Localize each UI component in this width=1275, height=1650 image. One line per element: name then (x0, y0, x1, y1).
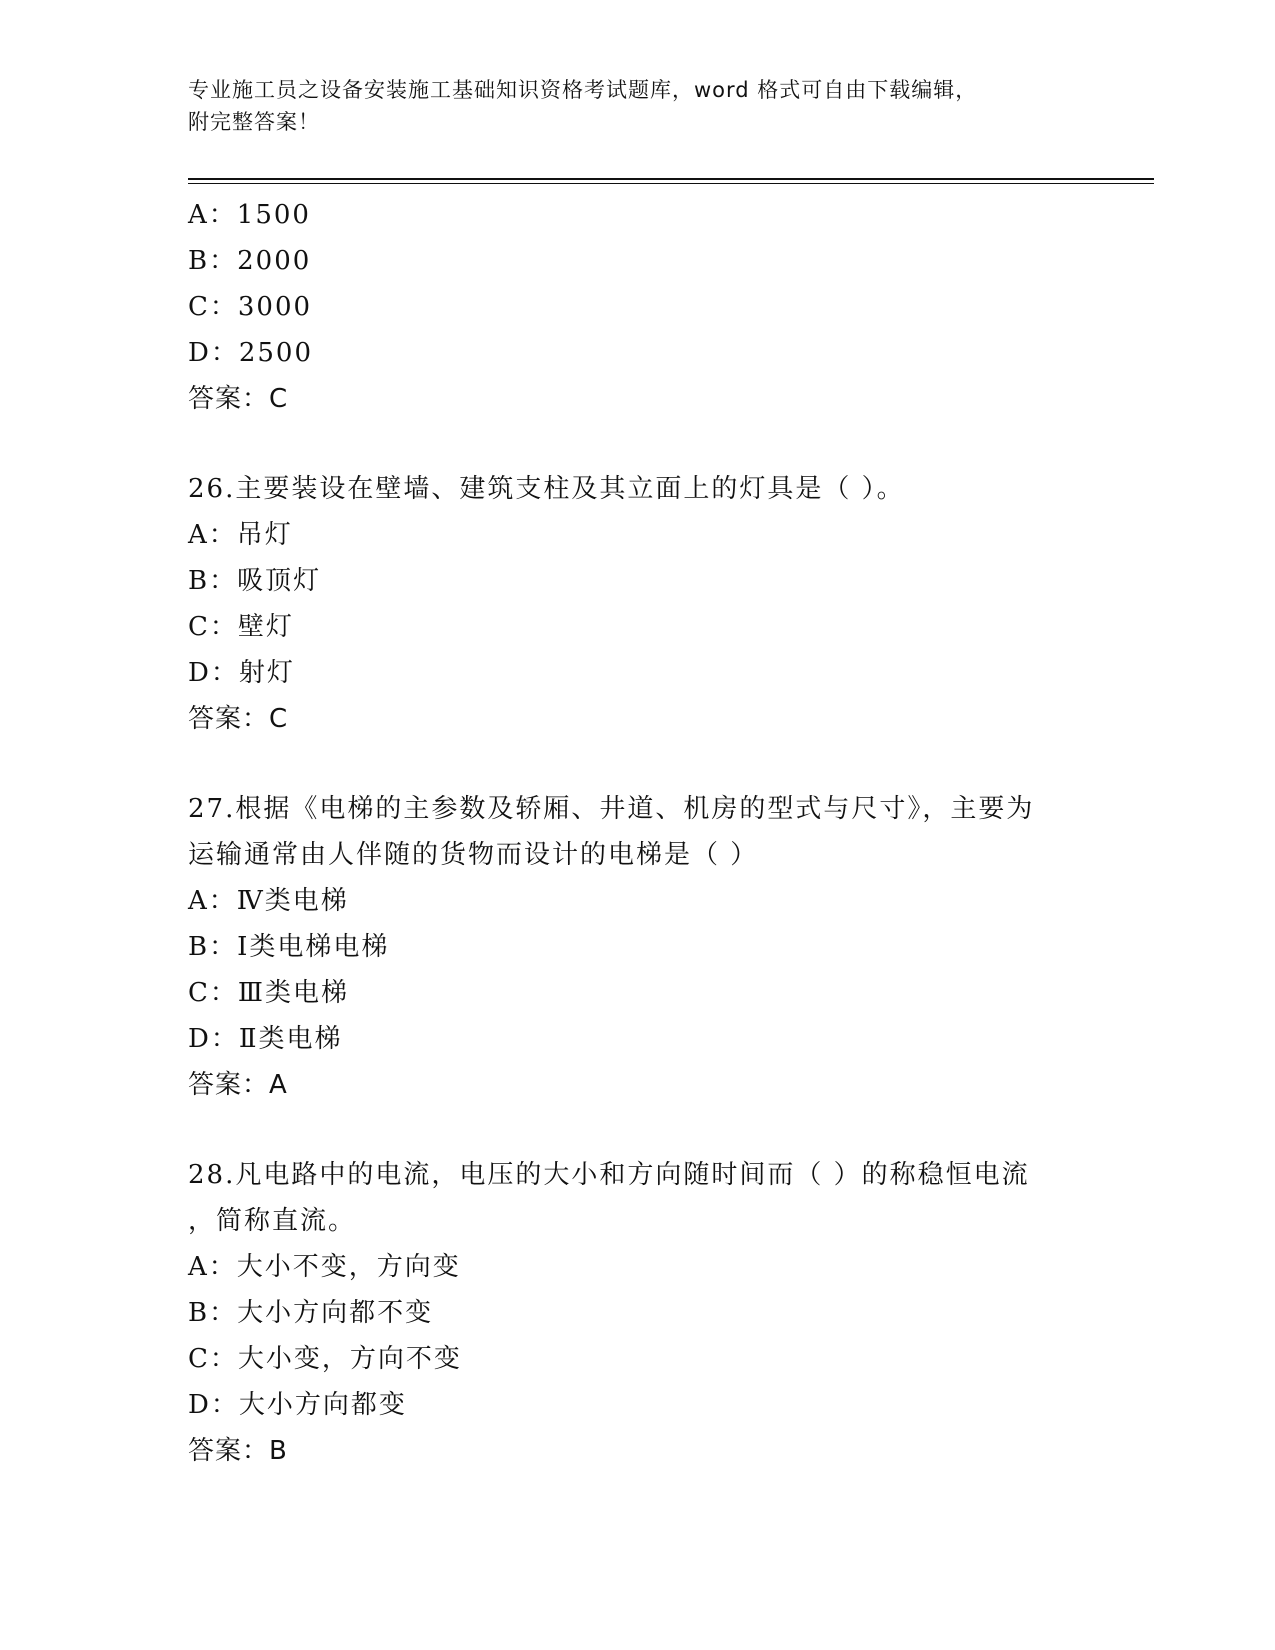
question-list (188, 192, 1088, 1474)
question-28 (188, 1152, 1088, 1474)
document-header (188, 74, 1088, 138)
option-c: C：大小变，方向不变 (188, 1344, 462, 1374)
header-divider-thick (188, 178, 1154, 180)
option-a: A：Ⅳ类电梯 (188, 886, 349, 916)
question-27 (188, 786, 1088, 1108)
option-d: D：射灯 (188, 658, 295, 688)
question-stem: 26.主要装设在壁墙、建筑支柱及其立面上的灯具是（ ）。 (188, 474, 905, 504)
option-d: D：大小方向都变 (188, 1390, 407, 1420)
option-a: A：1500 (188, 200, 311, 230)
option-c: C：壁灯 (188, 612, 294, 642)
question-spacer (188, 742, 1088, 786)
option-a: A：大小不变，方向变 (188, 1252, 461, 1282)
header-line-1: 专业施工员之设备安装施工基础知识资格考试题库，word 格式可自由下载编辑， (188, 78, 978, 102)
question-25 (188, 192, 1088, 422)
option-d: D：2500 (188, 338, 314, 368)
option-b: B：Ⅰ类电梯电梯 (188, 932, 390, 962)
option-b: B：2000 (188, 246, 312, 276)
question-26 (188, 466, 1088, 742)
option-c: C：Ⅲ类电梯 (188, 978, 349, 1008)
option-c: C：3000 (188, 292, 313, 322)
question-stem-line-1: 27.根据《电梯的主参数及轿厢、井道、机房的型式与尺寸》，主要为 (188, 794, 1035, 824)
option-b: B：吸顶灯 (188, 566, 322, 596)
header-line-2: 附完整答案！ (188, 110, 320, 134)
option-b: B：大小方向都不变 (188, 1298, 434, 1328)
answer-line: 答案：C (188, 384, 289, 414)
question-stem-line-2: ，简称直流。 (188, 1206, 357, 1236)
answer-line: 答案：B (188, 1436, 288, 1466)
header-divider-thin (188, 183, 1154, 184)
question-spacer (188, 1108, 1088, 1152)
question-stem-line-1: 28.凡电路中的电流，电压的大小和方向随时间而（ ）的称稳恒电流 (188, 1160, 1030, 1190)
answer-line: 答案：C (188, 704, 289, 734)
question-stem-line-2: 运输通常由人伴随的货物而设计的电梯是（ ） (188, 840, 759, 870)
option-d: D：Ⅱ类电梯 (188, 1024, 343, 1054)
option-a: A：吊灯 (188, 520, 293, 550)
question-spacer (188, 422, 1088, 466)
answer-line: 答案：A (188, 1070, 288, 1100)
